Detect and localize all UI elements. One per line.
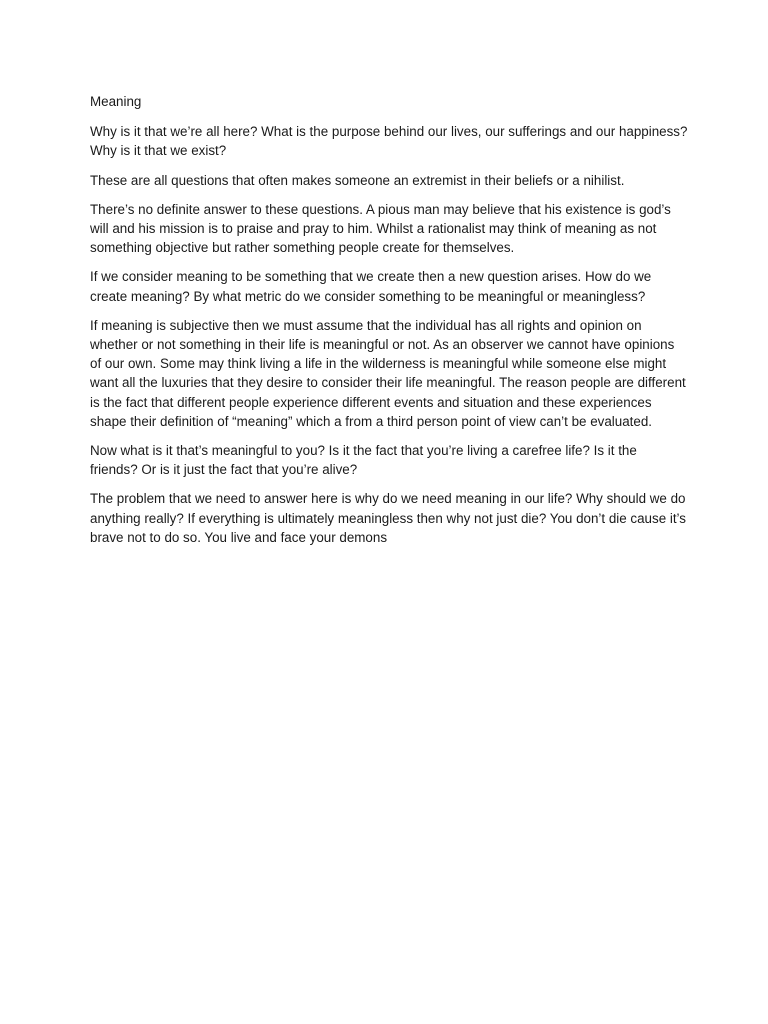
paragraph-1: Why is it that we’re all here? What is the purpose behind our lives, our sufferings and our happiness? Why is it that we exist? xyxy=(90,124,688,159)
paragraph-7: The problem that we need to answer here is why do we need meaning in our life? Why should we do anything really? If everything is ultimately meaningless then why not just die? You don’t die cause it’s brave not to do so. You live and face your demons xyxy=(90,491,686,545)
paragraph-6: Now what is it that’s meaningful to you? Is it the fact that you’re living a carefree life? Is it the friends? Or is it just the fact that you’re alive? xyxy=(90,443,637,478)
paragraph-2: These are all questions that often makes someone an extremist in their beliefs or a nihilist. xyxy=(90,172,625,188)
paragraph-4: If we consider meaning to be something that we create then a new question arises. How do we create meaning? By what metric do we consider something to be meaningful or meaningless? xyxy=(90,269,652,304)
paragraph-5: If meaning is subjective then we must assume that the individual has all rights and opinion on whether or not something in their life is meaningful or not. As an observer we cannot have opinions of our own. Some may think living a life in the wilderness is meaningful while someone else might want all the luxuries that they desire to consider their life meaningful. The reason people are different is the fact that different people experience different events and situation and these experiences shape their definition of “meaning” which a from a third person point of view can’t be evaluated. xyxy=(90,317,686,429)
document-title: Meaning xyxy=(90,94,142,109)
paragraph-3: There’s no definite answer to these questions. A pious man may believe that his existence is god’s will and his mission is to praise and pray to him. Whilst a rationalist may think of meaning as not something objective but rather something people create for themselves. xyxy=(90,201,671,256)
